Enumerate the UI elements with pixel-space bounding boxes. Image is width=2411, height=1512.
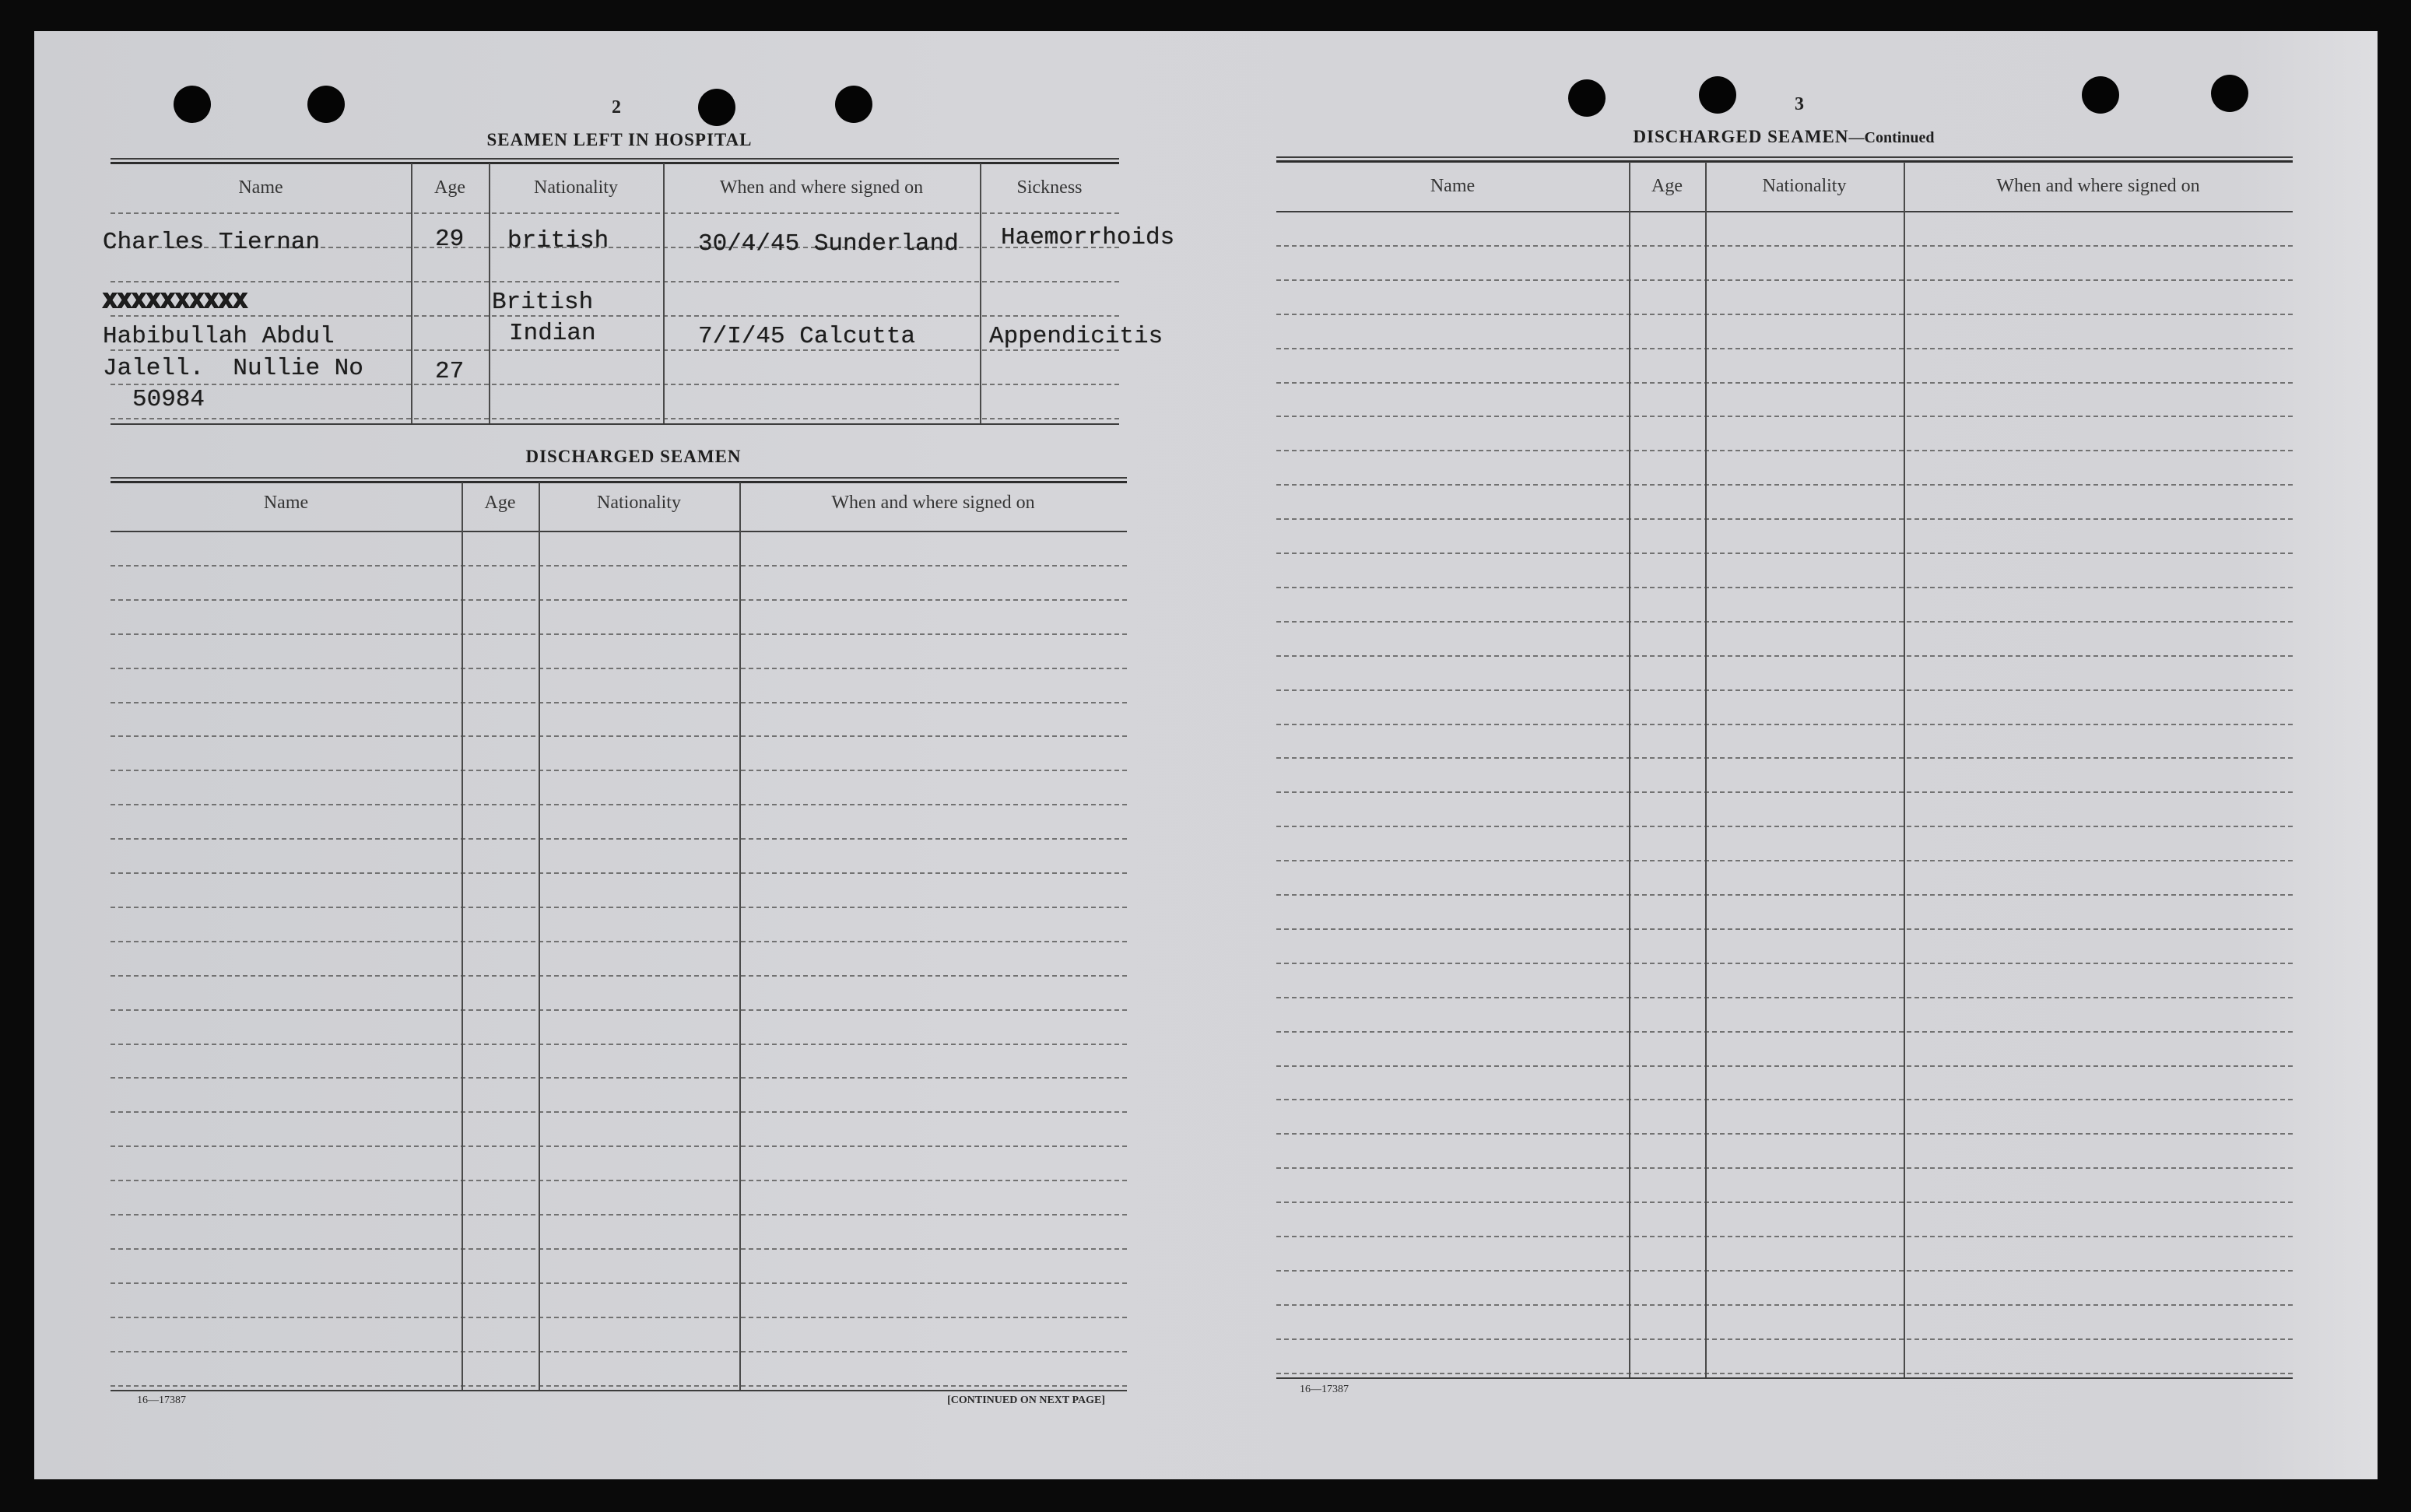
entry-sickness: Haemorrhoids <box>1001 224 1175 251</box>
row-rule <box>1276 245 2293 247</box>
row-rule <box>1276 791 2293 793</box>
row-rule <box>111 1111 1127 1113</box>
continued-note: [CONTINUED ON NEXT PAGE] <box>947 1394 1105 1406</box>
column-divider <box>980 163 981 423</box>
header-rule <box>111 531 1127 532</box>
row-rule <box>1276 894 2293 896</box>
discharged-header-signed-on: When and where signed on <box>831 493 1035 513</box>
row-rule <box>111 804 1127 805</box>
continued-header-signed-on: When and where signed on <box>1996 176 2200 196</box>
row-rule <box>111 384 1119 385</box>
discharged-continued-title <box>1550 126 2017 149</box>
row-rule <box>111 1282 1127 1284</box>
entry-nationality: british <box>507 227 609 254</box>
row-rule <box>111 668 1127 669</box>
continued-header-name: Name <box>1430 176 1476 196</box>
table-top-rule <box>111 158 1119 160</box>
row-rule <box>111 838 1127 840</box>
row-rule <box>111 872 1127 874</box>
row-rule <box>111 1180 1127 1181</box>
row-rule <box>1276 553 2293 554</box>
column-divider <box>411 163 412 423</box>
table-top-rule <box>111 162 1119 164</box>
form-number-right: 16—17387 <box>1300 1384 1349 1395</box>
struck-out-text: XXXXXXXXXX <box>103 289 248 316</box>
table-bottom-rule <box>1276 1377 2293 1379</box>
row-rule <box>1276 518 2293 520</box>
row-rule <box>111 770 1127 771</box>
entry-age: 27 <box>435 358 465 385</box>
row-rule <box>1276 757 2293 759</box>
row-rule <box>111 941 1127 942</box>
column-divider <box>663 163 665 423</box>
row-rule <box>111 418 1119 419</box>
row-rule <box>111 975 1127 977</box>
hospital-header-signed-on: When and where signed on <box>719 177 924 198</box>
discharged-continued-title-main: DISCHARGED SEAMEN <box>1633 127 1849 146</box>
table-bottom-rule <box>111 1390 1127 1391</box>
table-top-rule <box>1276 160 2293 163</box>
discharged-header-nationality: Nationality <box>597 493 681 513</box>
row-rule <box>111 1385 1127 1387</box>
row-rule <box>1276 279 2293 281</box>
entry-signed-on: 7/I/45 Calcutta <box>698 323 916 350</box>
row-rule <box>111 599 1127 601</box>
table-bottom-rule <box>111 423 1119 425</box>
row-rule <box>1276 1338 2293 1340</box>
discharged-continued-title-suffix: —Continued <box>1848 129 1935 146</box>
table-top-rule <box>111 477 1127 479</box>
row-rule <box>111 1009 1127 1011</box>
header-rule <box>111 212 1119 214</box>
row-rule <box>1276 997 2293 998</box>
discharged-header-age: Age <box>484 493 516 513</box>
row-rule <box>1276 450 2293 451</box>
page-number-right: 3 <box>1795 94 1804 114</box>
column-divider <box>1904 162 1905 1377</box>
row-rule <box>1276 655 2293 657</box>
column-divider <box>489 163 490 423</box>
row-rule <box>111 281 1119 282</box>
row-rule <box>1276 826 2293 827</box>
entry-name-line: Habibullah Abdul <box>103 323 335 350</box>
column-divider <box>539 482 540 1390</box>
column-divider <box>1629 162 1630 1377</box>
column-divider <box>739 482 741 1390</box>
entry-name: Charles Tiernan <box>103 229 321 256</box>
row-rule <box>1276 1099 2293 1100</box>
discharged-header-name: Name <box>263 493 309 513</box>
row-rule <box>111 907 1127 908</box>
column-divider <box>461 482 463 1390</box>
row-rule <box>1276 724 2293 725</box>
hospital-header-age: Age <box>434 177 465 198</box>
row-rule <box>1276 382 2293 384</box>
row-rule <box>1276 587 2293 588</box>
entry-name-line: 50984 <box>132 386 205 413</box>
row-rule <box>111 1145 1127 1147</box>
page-number-left: 2 <box>612 97 621 118</box>
row-rule <box>1276 928 2293 930</box>
row-rule <box>1276 1133 2293 1135</box>
row-rule <box>1276 314 2293 315</box>
entry-age: 29 <box>435 226 465 253</box>
row-rule <box>1276 1270 2293 1272</box>
row-rule <box>1276 416 2293 417</box>
row-rule <box>111 1317 1127 1318</box>
continued-header-nationality: Nationality <box>1762 176 1847 196</box>
column-divider <box>1705 162 1707 1377</box>
entry-signed-on: 30/4/45 Sunderland <box>698 230 959 258</box>
row-rule <box>1276 1065 2293 1067</box>
row-rule <box>1276 1167 2293 1169</box>
entry-name-line: Jalell. Nullie No <box>103 355 363 382</box>
row-rule <box>111 1077 1127 1079</box>
row-rule <box>1276 1304 2293 1306</box>
row-rule <box>1276 1031 2293 1033</box>
entry-sickness: Appendicitis <box>989 323 1163 350</box>
row-rule <box>1276 484 2293 486</box>
hospital-header-name: Name <box>238 177 283 198</box>
row-rule <box>111 702 1127 703</box>
row-rule <box>1276 348 2293 349</box>
row-rule <box>111 565 1127 567</box>
row-rule <box>111 1214 1127 1216</box>
table-top-rule <box>111 481 1127 483</box>
row-rule <box>111 1044 1127 1045</box>
discharged-section-title: DISCHARGED SEAMEN <box>525 447 742 466</box>
row-rule <box>111 315 1119 317</box>
form-number-left: 16—17387 <box>137 1394 186 1406</box>
row-rule <box>111 1351 1127 1352</box>
hospital-section-title: SEAMEN LEFT IN HOSPITAL <box>486 130 753 149</box>
entry-nationality-line: British <box>492 289 594 316</box>
row-rule <box>111 1248 1127 1250</box>
continued-header-age: Age <box>1651 176 1683 196</box>
table-top-rule <box>1276 156 2293 158</box>
hospital-header-sickness: Sickness <box>1016 177 1083 198</box>
row-rule <box>1276 860 2293 861</box>
hospital-header-nationality: Nationality <box>534 177 618 198</box>
entry-nationality-line: Indian <box>509 320 596 347</box>
row-rule <box>111 735 1127 737</box>
row-rule <box>1276 1373 2293 1374</box>
header-rule <box>1276 211 2293 212</box>
row-rule <box>1276 1202 2293 1203</box>
row-rule <box>1276 621 2293 623</box>
row-rule <box>1276 963 2293 964</box>
row-rule <box>1276 689 2293 691</box>
row-rule <box>111 633 1127 635</box>
row-rule <box>1276 1236 2293 1237</box>
